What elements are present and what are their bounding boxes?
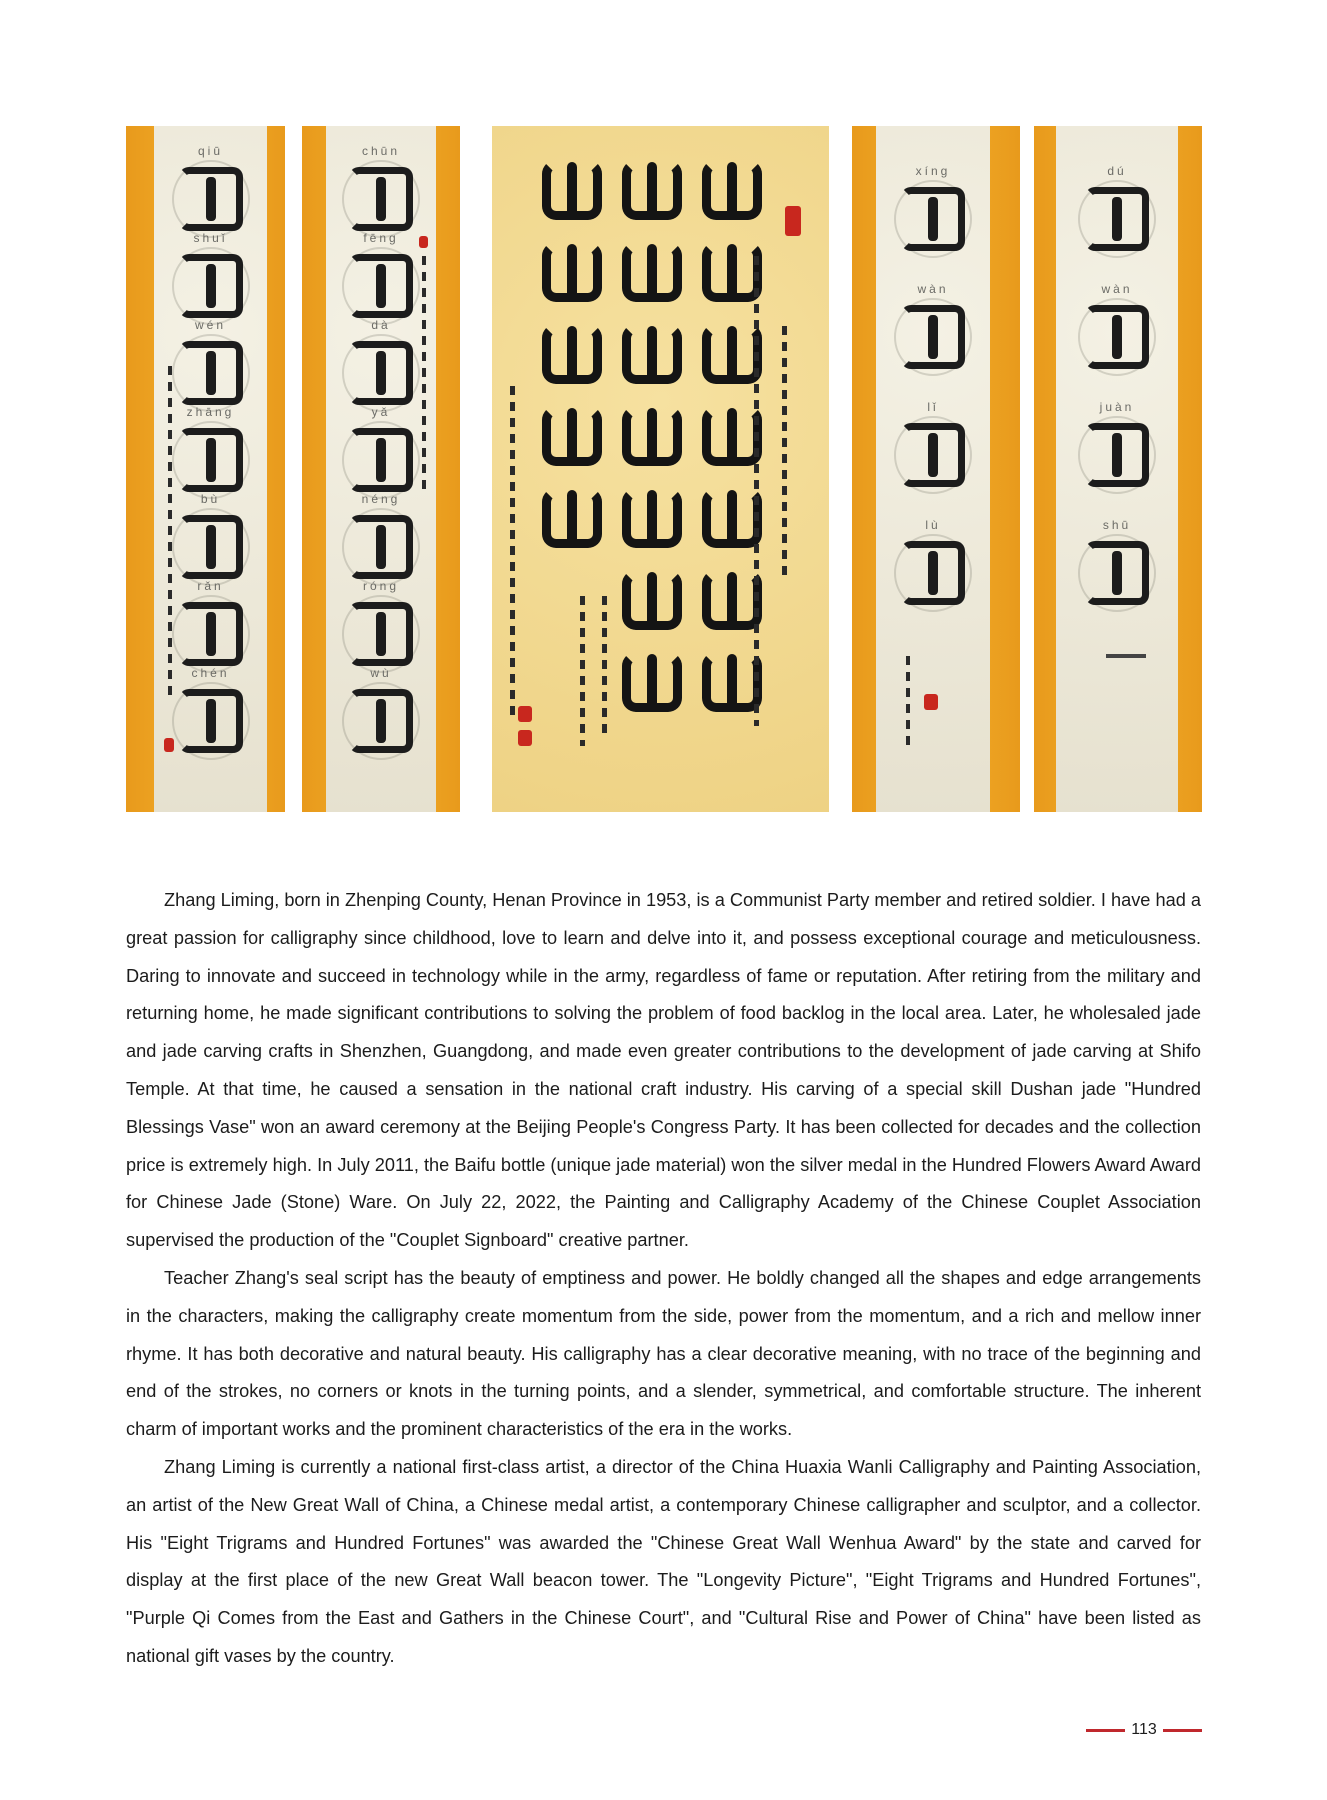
pinyin-label: chūn bbox=[361, 144, 401, 158]
seal-script-character bbox=[342, 160, 420, 238]
seal-script-character bbox=[172, 247, 250, 325]
pinyin-label: wàn bbox=[917, 282, 949, 296]
seal-script-character bbox=[172, 334, 250, 412]
paragraph-biography: Zhang Liming, born in Zhenping County, Henan Province in 1953, is a Communist Party member and retired soldier. I have had a great passion for calligraphy since childhood, love to learn and delve into it, and possess exceptional courage and meticulousness. Daring to innovate and succeed in technology while in the army, regardless of fame or reputation. After retiring from the military and returning home, he made significant contributions to solving the problem of food backlog in the local area. Later, he wholesaled jade and jade carving crafts in Shenzhen, Guangdong, and made even greater contributions to the development of jade carving at Shifo Temple. At that time, he caused a sensation in the national craft industry. His carving of a special skill Dushan jade "Hundred Blessings Vase" won an award ceremony at the Beijing People's Congress Party. It has been collected for decades and the collection price is extremely high. In July 2011, the Baifu bottle (unique jade material) won the silver medal in the Hundred Flowers Award Award for Chinese Jade (Stone) Ware. On July 22, 2022, the Painting and Calligraphy Academy of the Chinese Couplet Association supervised the production of the "Couplet Signboard" creative partner. bbox=[126, 890, 1201, 1251]
pinyin-label: xíng bbox=[915, 164, 951, 178]
large-seal-character bbox=[618, 238, 686, 306]
cursive-inscription bbox=[510, 386, 515, 716]
scroll-xing-wan-li-lu bbox=[852, 126, 1020, 812]
red-seal bbox=[785, 206, 801, 236]
red-seal bbox=[518, 706, 532, 722]
seal-script-character bbox=[342, 247, 420, 325]
seal-script-character bbox=[172, 160, 250, 238]
calligraphy-gallery bbox=[0, 0, 1327, 820]
seal-script-character bbox=[172, 508, 250, 586]
artist-inscription bbox=[906, 656, 910, 746]
footer-rule-right bbox=[1163, 1729, 1202, 1732]
pinyin-label: dú bbox=[1107, 164, 1127, 178]
large-seal-character bbox=[618, 484, 686, 552]
red-seal bbox=[924, 694, 938, 710]
pinyin-label: shū bbox=[1102, 518, 1132, 532]
large-seal-character bbox=[538, 402, 606, 470]
cursive-inscription bbox=[782, 326, 787, 576]
seal-script-character bbox=[342, 334, 420, 412]
artist-inscription bbox=[422, 256, 426, 496]
red-seal bbox=[419, 236, 428, 248]
seal-script-character bbox=[894, 534, 972, 612]
pinyin-label: juàn bbox=[1099, 400, 1135, 414]
pinyin-label: bù bbox=[200, 492, 221, 506]
cursive-inscription bbox=[602, 596, 607, 736]
large-seal-character bbox=[618, 320, 686, 388]
pinyin-label: chén bbox=[191, 666, 230, 680]
pinyin-label: zhāng bbox=[186, 405, 235, 419]
pinyin-label: shuǐ bbox=[193, 231, 228, 245]
seal-script-character bbox=[342, 421, 420, 499]
large-seal-character bbox=[618, 648, 686, 716]
large-seal-character bbox=[698, 156, 766, 224]
seal-script-character bbox=[894, 298, 972, 376]
seal-script-character bbox=[172, 595, 250, 673]
seal-script-character bbox=[342, 682, 420, 760]
seal-script-character bbox=[894, 416, 972, 494]
footer-rule-left bbox=[1086, 1729, 1125, 1732]
scroll-du-wan-juan-shu bbox=[1034, 126, 1202, 812]
artist-inscription bbox=[168, 366, 172, 696]
paragraph-achievements: Zhang Liming is currently a national first-class artist, a director of the China Huaxia Wanli Calligraphy and Painting Association, an artist of the New Great Wall of China, a Chinese medal artist, a contemporary Chinese calligrapher and sculptor, and a collector. His "Eight Trigrams and Hundred Fortunes" was awarded the "Chinese Great Wall Wenhua Award" by the state and carved for display at the first place of the new Great Wall beacon tower. The "Longevity Picture", "Eight Trigrams and Hundred Fortunes", "Purple Qi Comes from the East and Gathers in the Chinese Court", and "Cultural Rise and Power of China" have been listed as national gift vases by the country. bbox=[126, 1456, 1201, 1666]
page-footer bbox=[1086, 1718, 1202, 1742]
seal-script-character bbox=[1078, 416, 1156, 494]
pinyin-label: dà bbox=[371, 318, 391, 332]
seal-script-character bbox=[342, 508, 420, 586]
large-seal-character bbox=[618, 402, 686, 470]
paragraph-seal-script: Teacher Zhang's seal script has the beauty of emptiness and power. He boldly changed all the shapes and edge arrangements in the characters, making the calligraphy create momentum from the side, power from the momentum, and a rich and mellow inner rhyme. It has both decorative and natural beauty. His calligraphy has a clear decorative meaning, with no trace of the beginning and end of the strokes, no corners or knots in the turning points, and a slender, symmetrical, and comfortable structure. The inherent charm of important works and the prominent characteristics of the era in the works. bbox=[126, 1267, 1201, 1440]
pinyin-label: qiū bbox=[197, 144, 223, 158]
cursive-inscription bbox=[754, 256, 759, 726]
red-seal bbox=[518, 730, 532, 746]
seal-script-character bbox=[1078, 534, 1156, 612]
large-seal-character bbox=[618, 156, 686, 224]
page-number: 113 bbox=[1131, 1721, 1157, 1738]
pinyin-label: róng bbox=[362, 579, 400, 593]
seal-script-character bbox=[1078, 298, 1156, 376]
artist-inscription bbox=[1106, 654, 1146, 658]
seal-script-character bbox=[342, 595, 420, 673]
pinyin-label: yǎ bbox=[371, 405, 391, 419]
center-calligraphy-panel bbox=[492, 126, 829, 812]
pinyin-label: fēng bbox=[363, 231, 399, 245]
scroll-chun-feng-da-ya bbox=[302, 126, 460, 812]
large-seal-character bbox=[538, 156, 606, 224]
large-seal-character bbox=[538, 238, 606, 306]
pinyin-label: wù bbox=[370, 666, 392, 680]
large-seal-character bbox=[538, 320, 606, 388]
pinyin-label: lù bbox=[925, 518, 941, 532]
pinyin-label: néng bbox=[361, 492, 401, 506]
pinyin-label: wàn bbox=[1101, 282, 1133, 296]
scroll-qiu-shui-wen-zhang bbox=[126, 126, 285, 812]
red-seal bbox=[164, 738, 174, 752]
pinyin-label: wén bbox=[194, 318, 226, 332]
seal-script-character bbox=[894, 180, 972, 258]
seal-script-character bbox=[172, 682, 250, 760]
large-seal-character bbox=[538, 484, 606, 552]
large-seal-character bbox=[618, 566, 686, 634]
seal-script-character bbox=[1078, 180, 1156, 258]
pinyin-label: lǐ bbox=[927, 400, 939, 414]
pinyin-label: rǎn bbox=[197, 579, 224, 593]
seal-script-character bbox=[172, 421, 250, 499]
article-body bbox=[126, 882, 1201, 1676]
cursive-inscription bbox=[580, 596, 585, 746]
